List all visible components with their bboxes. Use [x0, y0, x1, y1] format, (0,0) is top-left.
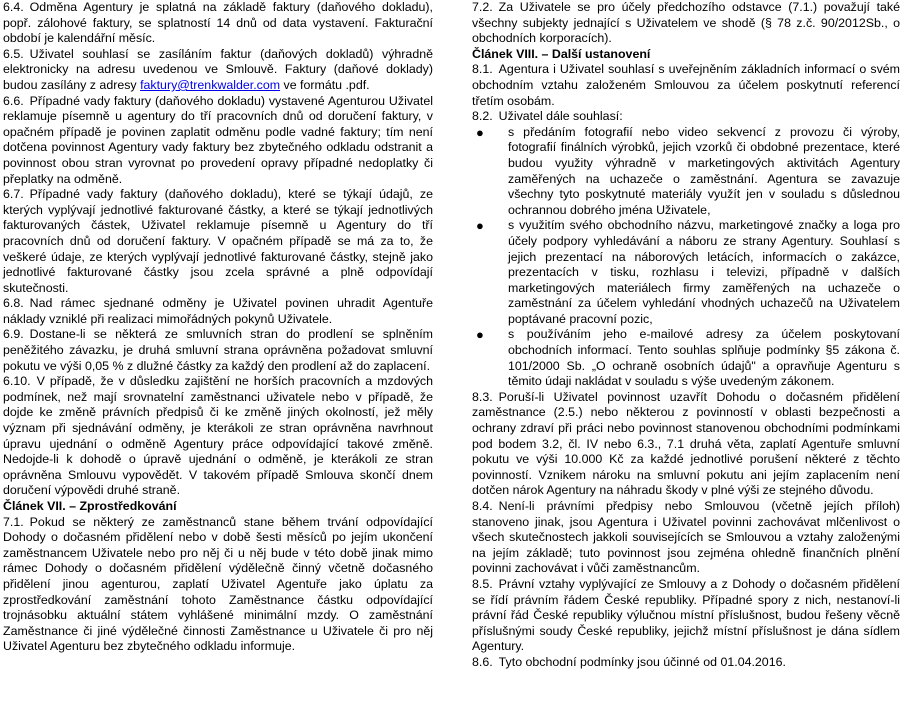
- paragraph-text: Dostane-li se některá ze smluvních stran do prodlení se splněním peněžitého závazku, je druhá smluvní strana oprávněna požadovat smluvní pokutu ve výši 0,05 % z dlužné částky za každý den prodlení až do zaplacení.: [3, 327, 433, 373]
- list-item-text: s předáním fotografií nebo video sekvencí z provozu či výroby, fotografií finálních výrobků, jejich vzorků či obdobné prezentace, které budou využity výhradně v marketingových aktivitách Agentury zaměřených na uchazeče o zaměstnání. Agentura se zavazuje všechny tyto poskytnuté materiály využít jen v souladu s důslednou ochrannou dobrého jména Uživatele,: [508, 124, 900, 217]
- paragraph-number: 8.4.: [472, 499, 493, 513]
- article-8-heading: Článek VIII. – Další ustanovení: [472, 46, 651, 61]
- list-item: [472, 327, 900, 389]
- paragraph-8-2: [472, 109, 900, 125]
- paragraph-text: V případě, že v důsledku zajištění ne horších pracovních a mzdových podmínek, než mají srovnatelní zaměstnanci uživatele nebo v případě, že dojde ke změně právních předpisů či ke změně jiných okolností, jež měly význam při sjednávání odměny, je kterákoli ze stran oprávněna navrhnout úpravu ujednání o odměně Agentury práce odpovídající takové změně. Nedojde-li k dohodě o úpravě ujednání o odměně, je kterákoli ze stran oprávněna Smlouvu vypovědět. V takovém případě Smlouva skončí dnem doručení výpovědi druhé straně.: [3, 374, 433, 498]
- paragraph-text: Odměna Agentury je splatná na základě faktury (daňového dokladu), popř. zálohové faktury, se splatností 14 dnů od data vystavení. Fakturační období je kalendářní měsíc.: [3, 0, 433, 46]
- paragraph-7-1: [3, 515, 433, 655]
- paragraph-text: Poruší-li Uživatel povinnost uzavřít Dohodu o dočasném přidělení zaměstnance (2.5.) nebo některou z povinností v oblasti bezpečnosti a ochrany zdraví při práci nebo povinnost stanovenou obchodními podmínkami pod bodem 3.2, čl. IV nebo 6.3., 7.1 druhá věta, zaplatí Agentuře smluvní pokutu ve výši 10.000 Kč za každé jednotlivé porušení některé z těchto povinností. Vznikem nároku na smluvní pokutu ani jejím zaplacením není dotčen nárok Agentury na náhradu škody v plné výši ze stejného důvodu.: [472, 389, 900, 498]
- paragraph-number: 6.9.: [3, 327, 24, 342]
- paragraph-6-9: [3, 327, 433, 374]
- paragraph-number: 6.5.: [3, 46, 24, 61]
- paragraph-text: Případné vady faktury (daňového dokladu), které se týkají údajů, ze kterých vyplývají jednotlivé fakturované částky, a které se týkají jednotlivých fakturovaných částek, Uživatel reklamuje písemně u Agentury do tří pracovních dnů od doručení faktury. V opačném případě se má za to, že veškeré údaje, ze kterých vyplývají jednotlivé fakturované částky, stejně jako jednotlivé fakturované částky jsou zcela správné a plně odpovídají skutečnosti.: [3, 187, 433, 295]
- paragraph-number: 6.6.: [3, 93, 24, 108]
- paragraph-text: Uživatel souhlasí se zasíláním faktur (daňových dokladů) výhradně elektronicky na adresu uvedenou ve Smlouvě. Faktury (daňové doklady) budou zasílány z adresy: [3, 46, 433, 92]
- bullet-icon: ●: [476, 124, 484, 140]
- paragraph-6-6: [3, 94, 433, 188]
- paragraph-text: ve formátu .pdf.: [280, 77, 370, 92]
- paragraph-7-2: [472, 0, 900, 47]
- paragraph-text: Není-li právními předpisy nebo Smlouvou (včetně jejích příloh) stanoveno jinak, jsou Agentura i Uživatel povinni zachovávat mlčenlivost o všech skutečnostech jakkoli souvisejících se Smlouvou a vztahy založenými na jejím základě; tuto povinnost jsou zejména ohledně finančních plnění povinni zachovávat i vůči zaměstnancům.: [472, 499, 900, 576]
- left-column: [3, 0, 433, 655]
- paragraph-number: 8.3.: [472, 389, 493, 404]
- paragraph-number: 8.6.: [472, 654, 493, 669]
- paragraph-6-8: [3, 296, 433, 327]
- paragraph-number: 8.5.: [472, 576, 493, 591]
- paragraph-8-6: [472, 655, 900, 671]
- paragraph-6-4: [3, 0, 433, 47]
- paragraph-text: Za Uživatele se pro účely předchozího odstavce (7.1.) považují také všechny subjekty jednající s Uživatelem ve shodě (§ 78 z.č. 90/2012Sb., o obchodních korporacích).: [472, 0, 900, 46]
- paragraph-text: Agentura i Uživatel souhlasí s uveřejněním základních informací o svém obchodním vztahu založeném Smlouvou za účelem poskytnutí referencí třetím osobám.: [472, 62, 900, 108]
- paragraph-number: 7.1.: [3, 514, 24, 529]
- paragraph-8-3: [472, 390, 900, 499]
- paragraph-number: 8.1.: [472, 62, 493, 77]
- paragraph-6-5: [3, 47, 433, 94]
- paragraph-6-7: [3, 187, 433, 296]
- paragraph-number: 7.2.: [472, 0, 493, 14]
- list-item: [472, 218, 900, 327]
- paragraph-8-4: [472, 499, 900, 577]
- invoice-email-link[interactable]: faktury@trenkwalder.com: [140, 77, 281, 92]
- paragraph-number: 6.7.: [3, 187, 24, 202]
- paragraph-8-1: [472, 62, 900, 109]
- paragraph-text: Případné vady faktury (daňového dokladu) vystavené Agenturou Uživatel reklamuje písemně u agentury do tří pracovních dnů od doručení faktury, v opačném případě je povinen zaplatit odměnu podle vadné faktury; tím není dotčena povinnost Agentury vady faktury bez zbytečného odkladu odstranit a povinnost obou stran vyrovnat po provedení opravy případné nedoplatky či přeplatky na odměně.: [3, 93, 433, 186]
- paragraph-number: 6.8.: [3, 296, 24, 311]
- paragraph-text: Pokud se některý ze zaměstnanců stane během trvání odpovídající Dohody o dočasném přidělení nebo v době šesti měsíců po jejím ukončení zaměstnancem Uživatele nebo pro něj či u něj bude v této době jinak mimo rámec Dohody o dočasném přidělení výdělečně činný včetně dočasného přidělení jinou agenturou, zaplatí Uživatel Agentuře jako úplatu za zprostředkování zaměstnání tohoto Zaměstnance částku odpovídající trojnásobku aktuální státem vyhlášené minimální mzdy. O zaměstnání Zaměstnance či jiné výdělečné činnosti Zaměstnance u Uživatele či pro něj Uživatel Agenturu bez zbytečného odkladu informuje.: [3, 514, 433, 654]
- right-column: [472, 0, 900, 671]
- paragraph-text: Tyto obchodní podmínky jsou účinné od 01.04.2016.: [498, 654, 786, 669]
- paragraph-number: 6.4.: [3, 0, 24, 14]
- bullet-icon: ●: [476, 327, 484, 343]
- paragraph-number: 8.2.: [472, 109, 493, 124]
- list-item: [472, 125, 900, 219]
- article-7-heading: Článek VII. – Zprostředkování: [3, 499, 177, 513]
- paragraph-number: 6.10.: [3, 374, 31, 389]
- list-item-text: s používáním jeho e-mailové adresy za účelem poskytovaní obchodních informací. Tento souhlas splňuje podmínky §5 zákona č. 101/2000 Sb. „O ochraně osobních údajů" a opravňuje Agenturu s těmito údaji nakládat v souladu s výše uvedeným zákonem.: [508, 327, 900, 389]
- paragraph-6-10: [3, 374, 433, 499]
- consent-list: [472, 125, 900, 390]
- list-item-text: s využitím svého obchodního názvu, marketingové značky a loga pro účely podpory vyhledávání a náboru ze strany Agentury. Souhlasí s jejich prezentací na náborových letácích, informacích o zakázce, prezentacích v tisku, rozhlasu i televizi, případně v dalších marketingových materiálech firmy zaměřených na uchazeče o zaměstnání za účelem vyhledání vhodných uchazečů na Uživatelem poptávané pracovní pozic,: [508, 218, 900, 326]
- paragraph-text: Právní vztahy vyplývající ze Smlouvy a z Dohody o dočasném přidělení se řídí právním řádem České republiky. Případné spory z nich, nestanoví-li právní řád České republiky výlučnou místní příslušnost, budou řešeny věcně příslušnými soudy České republiky, jejichž místní příslušnost je dána sídlem Agentury.: [472, 576, 900, 654]
- bullet-icon: ●: [476, 218, 484, 234]
- paragraph-text: Nad rámec sjednané odměny je Uživatel povinen uhradit Agentuře náklady vzniklé při realizaci mimořádných pokynů Uživatele.: [3, 296, 433, 326]
- paragraph-text: Uživatel dále souhlasí:: [498, 109, 623, 124]
- paragraph-8-5: [472, 577, 900, 655]
